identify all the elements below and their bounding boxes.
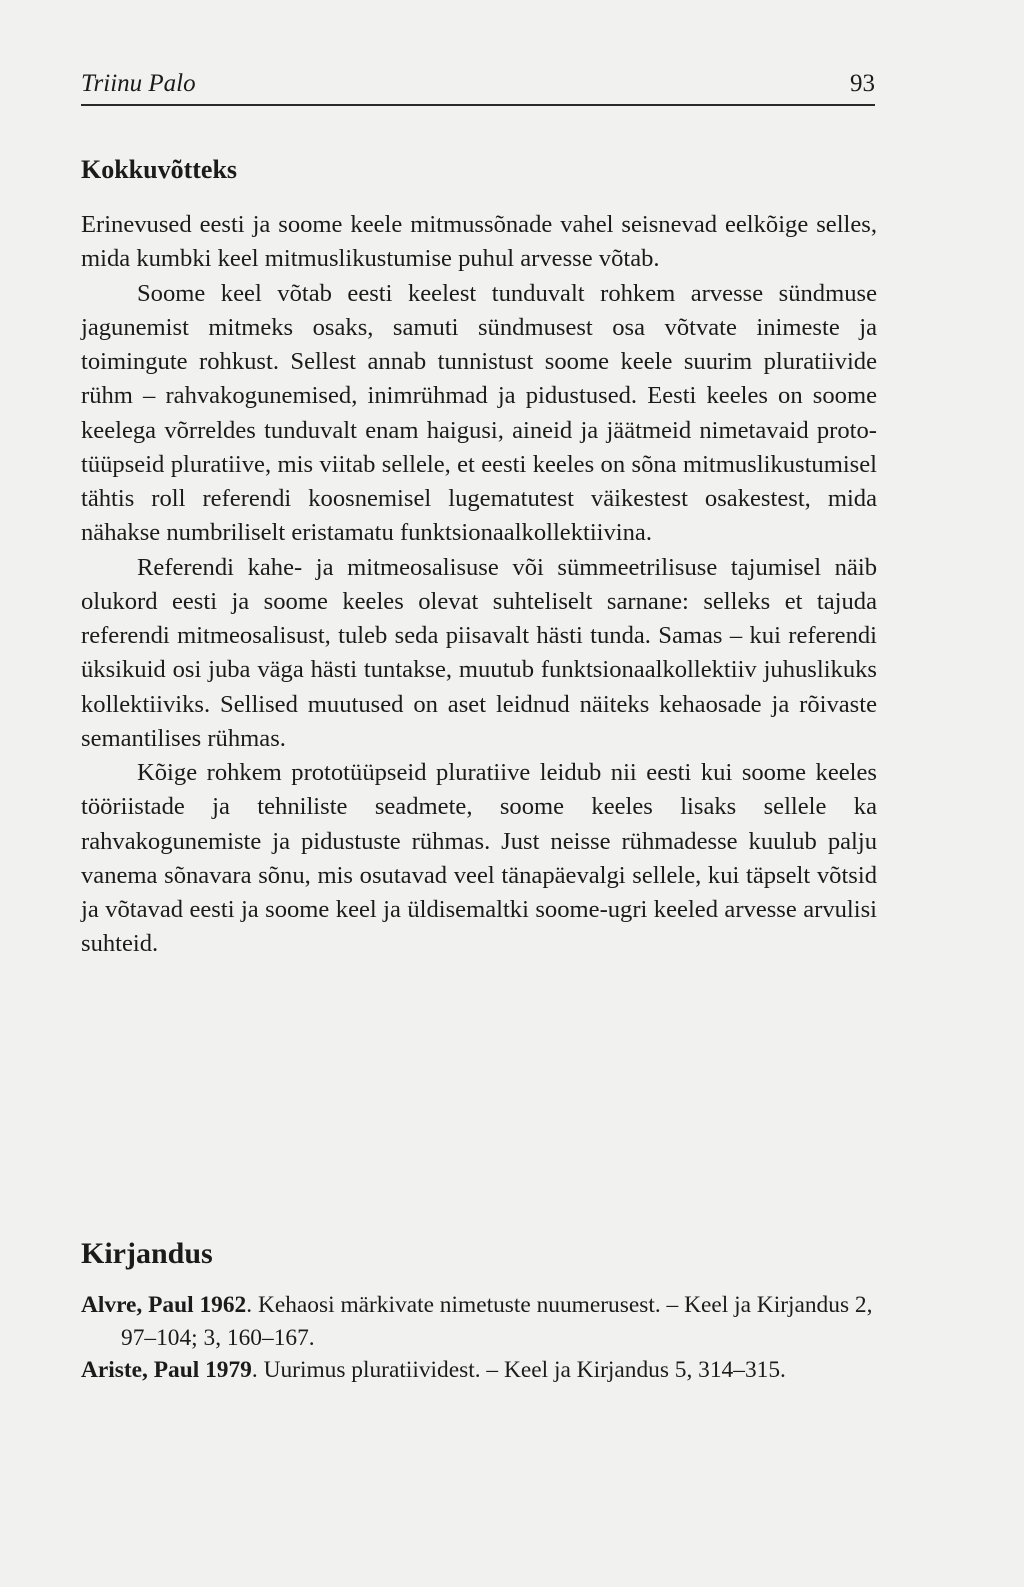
references-heading: Kirjandus (81, 1237, 213, 1270)
summary-paragraph: Kõige rohkem prototüüpseid pluratiive leidub nii eesti kui soome keeles tööriistade ja tehniliste seadmete, soome keeles lisaks sellele ka rahvakogunemiste ja pidustuste rühmas. Just neisse rühmadesse kuulub palju vanema sõnavara sõnu, mis osutavad veel tänapäevalgi sellele, kui täpselt võtsid ja võtavad eesti ja soome keel ja üldisemaltki soome-ugri keeled arvesse arvulisi suhteid. (81, 759, 877, 958)
page-number: 93 (850, 70, 875, 97)
summary-paragraph: Erinevused eesti ja soome keele mitmussõnade vahel seisnevad eelkõige selles, mida kumbki keel mitmuslikustumise puhul arvesse võtab. (81, 211, 877, 273)
running-header (81, 68, 875, 106)
reference-entry (81, 1289, 881, 1354)
reference-list (81, 1289, 881, 1387)
reference-author: Ariste, Paul 1979 (81, 1357, 252, 1383)
reference-text: . Uurimus pluratiividest. – Keel ja Kirjandus 5, 314–315. (251, 1357, 786, 1383)
summary-body (81, 208, 877, 962)
reference-author: Alvre, Paul 1962 (81, 1292, 247, 1318)
summary-paragraph: Referendi kahe- ja mitmeosalisuse või sümmeetrilisuse tajumisel näib olukord eesti ja soome keeles olevat suhteliselt sarnane: selleks et tajuda referendi mitmeosalisust, tuleb seda piisavalt hästi tunda. Samas – kui referendi üksikuid osi juba väga hästi tuntakse, muutub funktsionaalkollektiiv juhuslikuks kollektiiviks. Sellised muutused on aset leidnud näiteks kehaosade ja rõivaste semantilises rühmas. (81, 553, 877, 752)
reference-entry (81, 1354, 881, 1387)
summary-heading: Kokkuvõtteks (81, 155, 238, 184)
reference-text: . Kehaosi märkivate nimetuste nuumerusest. – Keel ja Kirjandus 2, 97–104; 3, 160–167. (121, 1292, 873, 1351)
header-author: Triinu Palo (81, 70, 196, 97)
summary-paragraph: Soome keel võtab eesti keelest tunduvalt rohkem arvesse sündmuse jagunemist mitmeks osaks, samuti sündmusest osa võtvate inimeste ja toimingute rohkust. Sellest annab tunnistust soome keele suurim pluratiivide rühm – rahvakogunemised, inimrühmad ja pidustused. Eesti keeles on soome keelega võrreldes tunduvalt enam haigusi, aineid ja jäätmeid nimetavaid prototüüpseid pluratiive, mis viitab sellele, et eesti keeles on sõna mitmuslikustumisel tähtis roll referendi koosnemisel lugematutest väikestest osakestest, mida nähakse numbriliselt eristamatu funktsionaalkollektiivina. (81, 279, 877, 547)
